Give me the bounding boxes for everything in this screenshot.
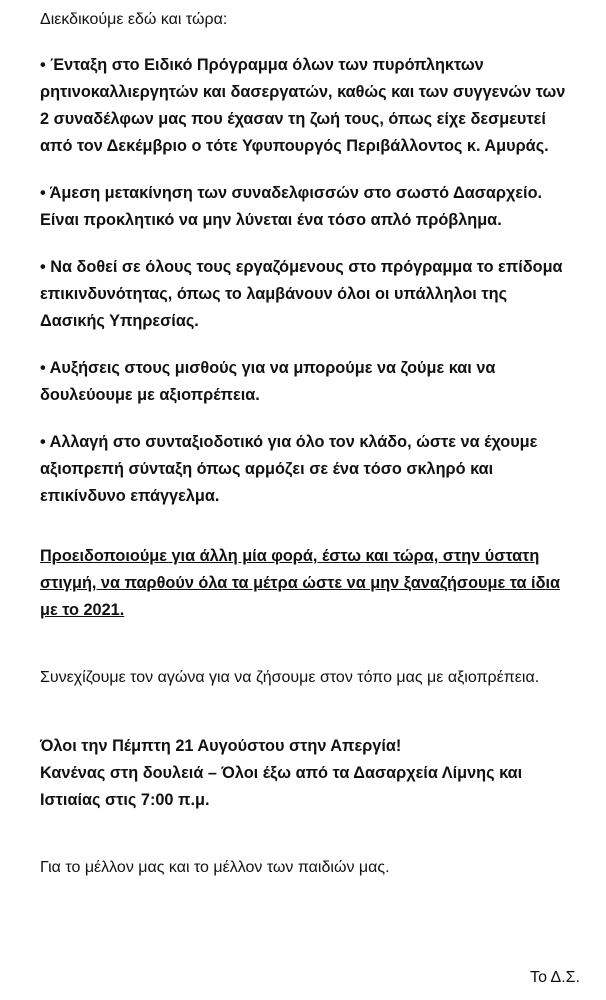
future-paragraph: Για το μέλλον μας και το μέλλον των παιδιών μας. [40, 859, 390, 876]
strike-date-line: Όλοι την Πέμπτη 21 Αυγούστου στην Απεργία! [40, 737, 402, 755]
continue-struggle-paragraph: Συνεχίζουμε τον αγώνα για να ζήσουμε στον τόπο μας με αξιοπρέπεια. [40, 669, 540, 686]
demands-intro: Διεκδικούμε εδώ και τώρα: [40, 11, 228, 28]
warning-paragraph: Προειδοποιούμε για άλλη μία φορά, έστω και τώρα, στην ύστατη στιγμή, να παρθούν όλα τα μέτρα ώστε να μην ξαναζήσουμε τα ίδια με το 2021. [40, 547, 560, 619]
strike-announcement [40, 733, 570, 814]
demand-item-2: • Άμεση μετακίνηση των συναδελφισσών στο σωστό Δασαρχείο. Είναι προκλητικό να μην λύνεται ένα τόσο απλό πρόβλημα. [40, 184, 543, 229]
demand-item-5: • Αλλαγή στο συνταξιοδοτικό για όλο τον κλάδο, ώστε να έχουμε αξιοπρεπή σύνταξη όπως αρμόζει σε ένα τόσο σκληρό και επικίνδυνο επάγγελμα. [40, 433, 538, 505]
demand-item-1: • Ένταξη στο Ειδικό Πρόγραμμα όλων των πυρόπληκτων ρητινοκαλλιεργητών και δασεργατών, καθώς και των συγγενών των 2 συναδέλφων μας που έχασαν τη ζωή τους, όπως είχε δεσμευτεί από τον Δεκέμβριο ο τότε Υφυπουργός Περιβάλλοντος κ. Αμυράς. [40, 56, 566, 155]
signature: Το Δ.Σ. [530, 969, 580, 986]
strike-location-line: Κανένας στη δουλειά – Όλοι έξω από τα Δασαρχεία Λίμνης και Ιστιαίας στις 7:00 π.μ. [40, 764, 523, 809]
demands-list [40, 52, 570, 510]
document-body [40, 8, 570, 880]
demand-item-4: • Αυξήσεις στους μισθούς για να μπορούμε να ζούμε και να δουλεύουμε με αξιοπρέπεια. [40, 359, 496, 404]
demand-item-3: • Να δοθεί σε όλους τους εργαζόμενους στο πρόγραμμα το επίδομα επικινδυνότητας, όπως το λαμβάνουν όλοι οι υπάλληλοι της Δασικής Υπηρεσίας. [40, 258, 563, 330]
